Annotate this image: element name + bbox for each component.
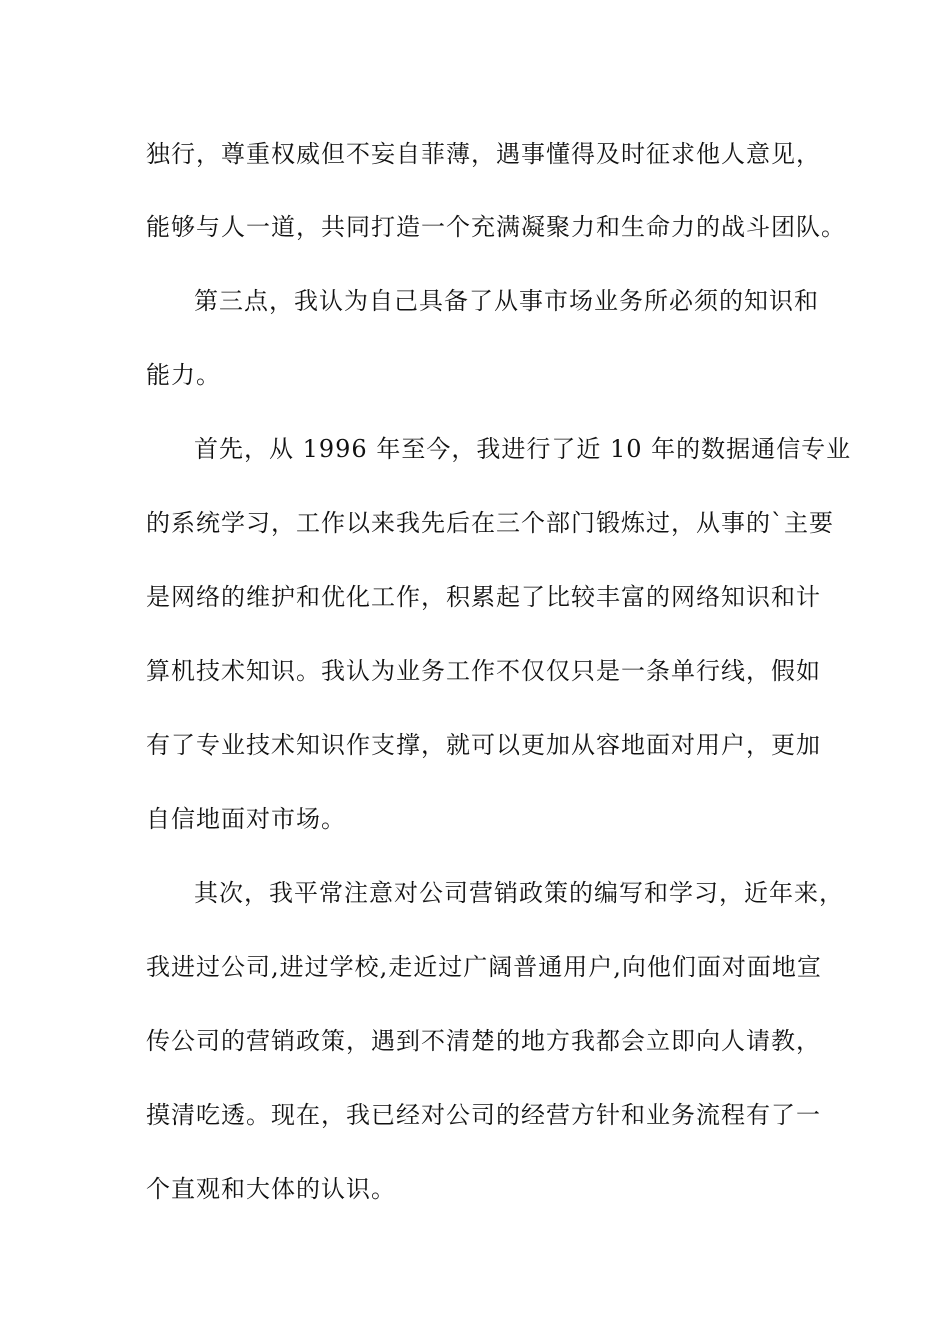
paragraph-start-line: 首先，从 1996 年至今，我进行了近 10 年的数据通信专业 (194, 435, 852, 463)
text-line: 摸清吃透。现在，我已经对公司的经营方针和业务流程有了一 (146, 1101, 821, 1129)
text-line: 能够与人一道，共同打造一个充满凝聚力和生命力的战斗团队。 (146, 213, 846, 241)
text-line: 个直观和大体的认识。 (146, 1175, 396, 1203)
paragraph-start-line: 第三点，我认为自己具备了从事市场业务所必须的知识和 (194, 287, 819, 315)
text-line: 能力。 (146, 361, 221, 389)
text-line: 传公司的营销政策，遇到不清楚的地方我都会立即向人请教， (146, 1027, 821, 1055)
text-line: 算机技术知识。我认为业务工作不仅仅只是一条单行线，假如 (146, 657, 821, 685)
text-line: 我进过公司,进过学校,走近过广阔普通用户,向他们面对面地宣 (146, 953, 822, 981)
text-line: 独行，尊重权威但不妄自菲薄，遇事懂得及时征求他人意见， (146, 140, 821, 168)
text-line: 的系统学习，工作以来我先后在三个部门锻炼过，从事的`主要 (146, 509, 834, 537)
text-line: 有了专业技术知识作支撑，就可以更加从容地面对用户，更加 (146, 731, 821, 759)
paragraph-start-line: 其次，我平常注意对公司营销政策的编写和学习，近年来， (194, 879, 844, 907)
text-line: 自信地面对市场。 (146, 805, 346, 833)
text-line: 是网络的维护和优化工作，积累起了比较丰富的网络知识和计 (146, 583, 821, 611)
